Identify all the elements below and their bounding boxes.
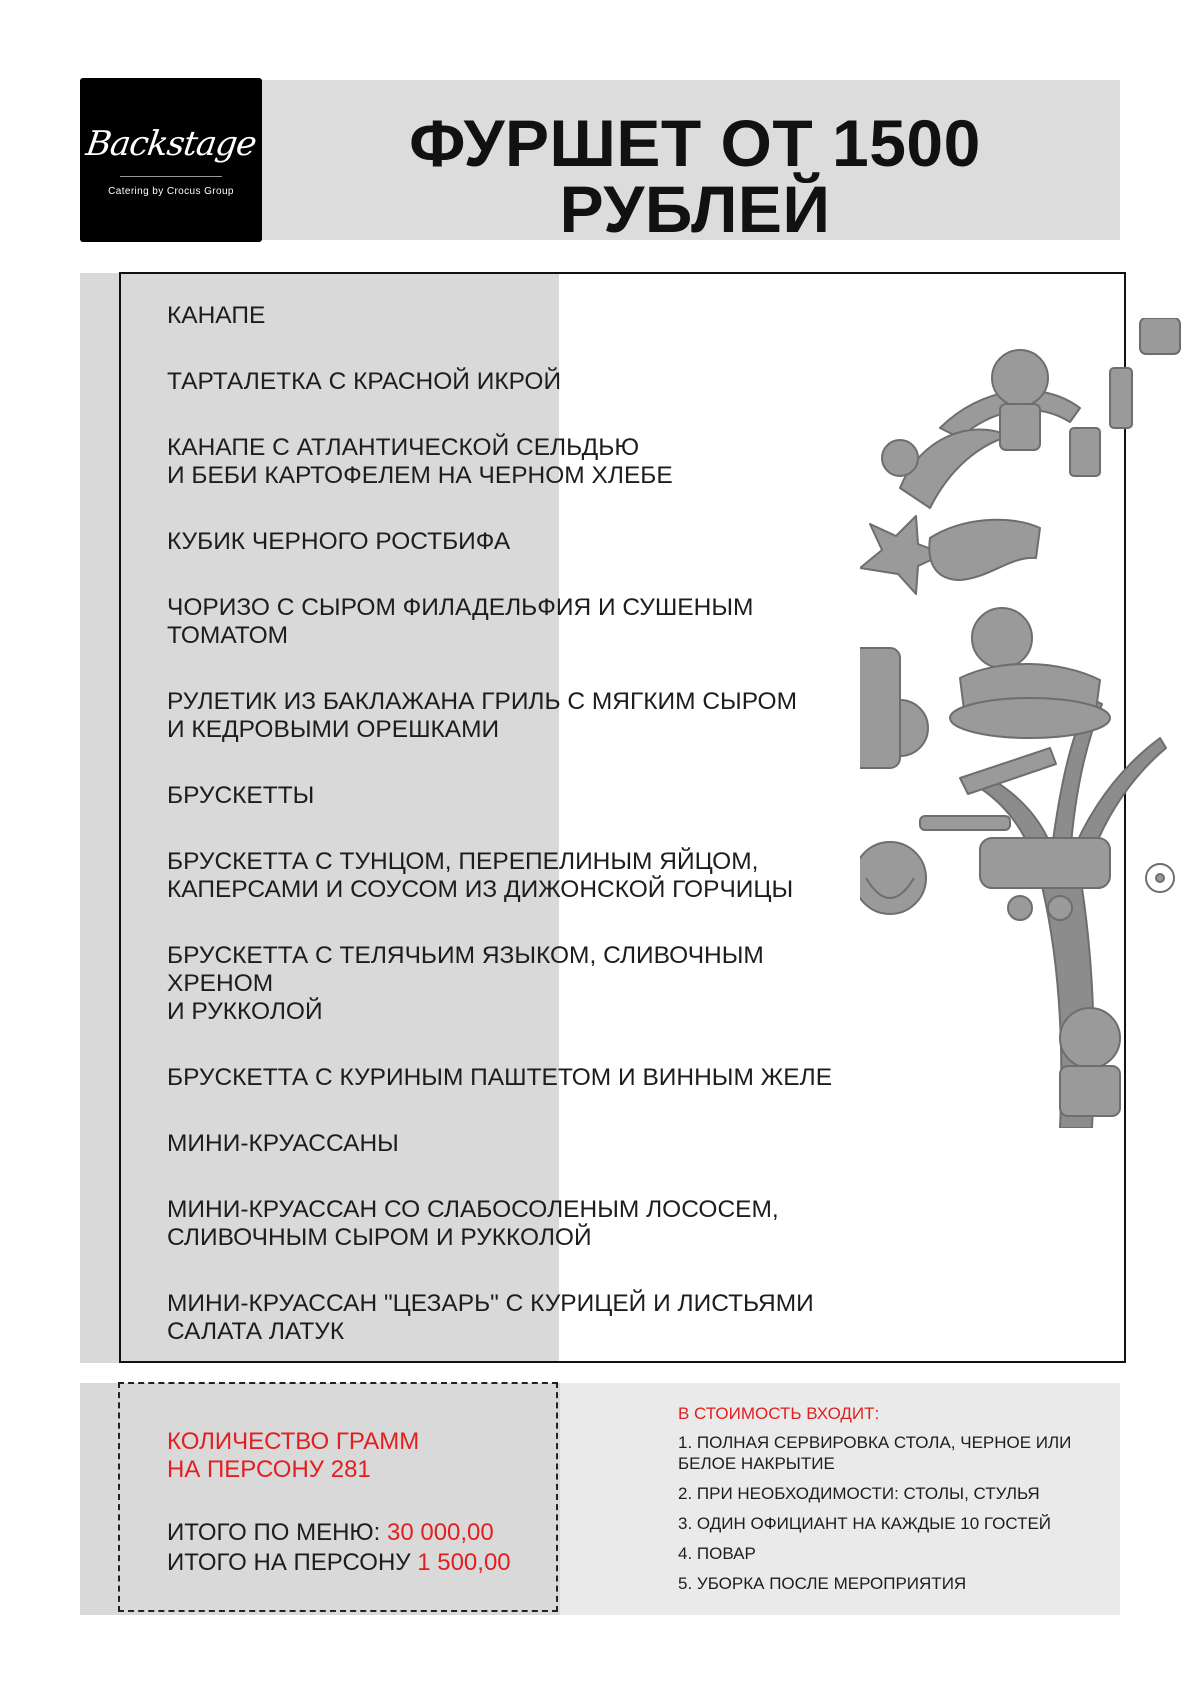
menu-item: МИНИ-КРУАССАН "ЦЕЗАРЬ" С КУРИЦЕЙ И ЛИСТЬЯМИ САЛАТА ЛАТУК xyxy=(167,1290,814,1345)
menu-item: ТАРТАЛЕТКА С КРАСНОЙ ИКРОЙ xyxy=(167,368,562,395)
menu-item: РУЛЕТИК ИЗ БАКЛАЖАНА ГРИЛЬ С МЯГКИМ СЫРОМ И КЕДРОВЫМИ ОРЕШКАМИ xyxy=(167,688,798,743)
tree-illustration xyxy=(860,318,1200,1128)
logo-wordmark: Backstage xyxy=(83,124,259,164)
menu-item: ЧОРИЗО С СЫРОМ ФИЛАДЕЛЬФИЯ И СУШЕНЫМ ТОМАТОМ xyxy=(167,594,754,649)
logo-divider xyxy=(120,176,222,177)
total-menu-label: ИТОГО ПО МЕНЮ: xyxy=(167,1519,387,1546)
total-menu-value: 30 000,00 xyxy=(386,1519,494,1546)
total-menu-line xyxy=(167,1518,511,1548)
menu-item: КАНАПЕ xyxy=(167,302,266,329)
menu-item: КАНАПЕ С АТЛАНТИЧЕСКОЙ СЕЛЬДЬЮ И БЕБИ КАРТОФЕЛЕМ НА ЧЕРНОМ ХЛЕБЕ xyxy=(167,434,673,489)
brand-logo xyxy=(80,78,262,242)
total-person-value: 1 500,00 xyxy=(417,1549,511,1576)
includes-title: В СТОИМОСТЬ ВХОДИТ: xyxy=(678,1404,880,1423)
menu-item: КУБИК ЧЕРНОГО РОСТБИФА xyxy=(167,528,511,555)
totals-block xyxy=(167,1518,511,1578)
menu-item: МИНИ-КРУАССАНЫ xyxy=(167,1130,399,1157)
includes-item: 3. ОДИН ОФИЦИАНТ НА КАЖДЫЕ 10 ГОСТЕЙ xyxy=(678,1514,1052,1533)
menu-list xyxy=(167,302,867,1384)
includes-list xyxy=(678,1432,1098,1603)
includes-item: 1. ПОЛНАЯ СЕРВИРОВКА СТОЛА, ЧЕРНОЕ ИЛИ БЕЛОЕ НАКРЫТИЕ xyxy=(678,1433,1072,1473)
grams-per-person: КОЛИЧЕСТВО ГРАММ НА ПЕРСОНУ 281 xyxy=(167,1428,420,1483)
includes-item: 5. УБОРКА ПОСЛЕ МЕРОПРИЯТИЯ xyxy=(678,1574,967,1593)
menu-item: БРУСКЕТТЫ xyxy=(167,782,315,809)
menu-item: МИНИ-КРУАССАН СО СЛАБОСОЛЕНЫМ ЛОСОСЕМ, СЛИВОЧНЫМ СЫРОМ И РУККОЛОЙ xyxy=(167,1196,779,1251)
total-person-line xyxy=(167,1548,511,1578)
logo-subtitle: Catering by Crocus Group xyxy=(108,186,234,197)
menu-item: БРУСКЕТТА С ТЕЛЯЧЬИМ ЯЗЫКОМ, СЛИВОЧНЫМ ХРЕНОМ И РУККОЛОЙ xyxy=(167,942,764,1025)
menu-item: БРУСКЕТТА С КУРИНЫМ ПАШТЕТОМ И ВИННЫМ ЖЕЛЕ xyxy=(167,1064,833,1091)
includes-item: 2. ПРИ НЕОБХОДИМОСТИ: СТОЛЫ, СТУЛЬЯ xyxy=(678,1484,1040,1503)
page-title: ФУРШЕТ ОТ 1500 РУБЛЕЙ xyxy=(409,106,981,246)
includes-item: 4. ПОВАР xyxy=(678,1544,756,1563)
menu-item: БРУСКЕТТА С ТУНЦОМ, ПЕРЕПЕЛИНЫМ ЯЙЦОМ, КАПЕРСАМИ И СОУСОМ ИЗ ДИЖОНСКОЙ ГОРЧИЦЫ xyxy=(167,848,794,903)
total-person-label: ИТОГО НА ПЕРСОНУ xyxy=(167,1549,418,1576)
